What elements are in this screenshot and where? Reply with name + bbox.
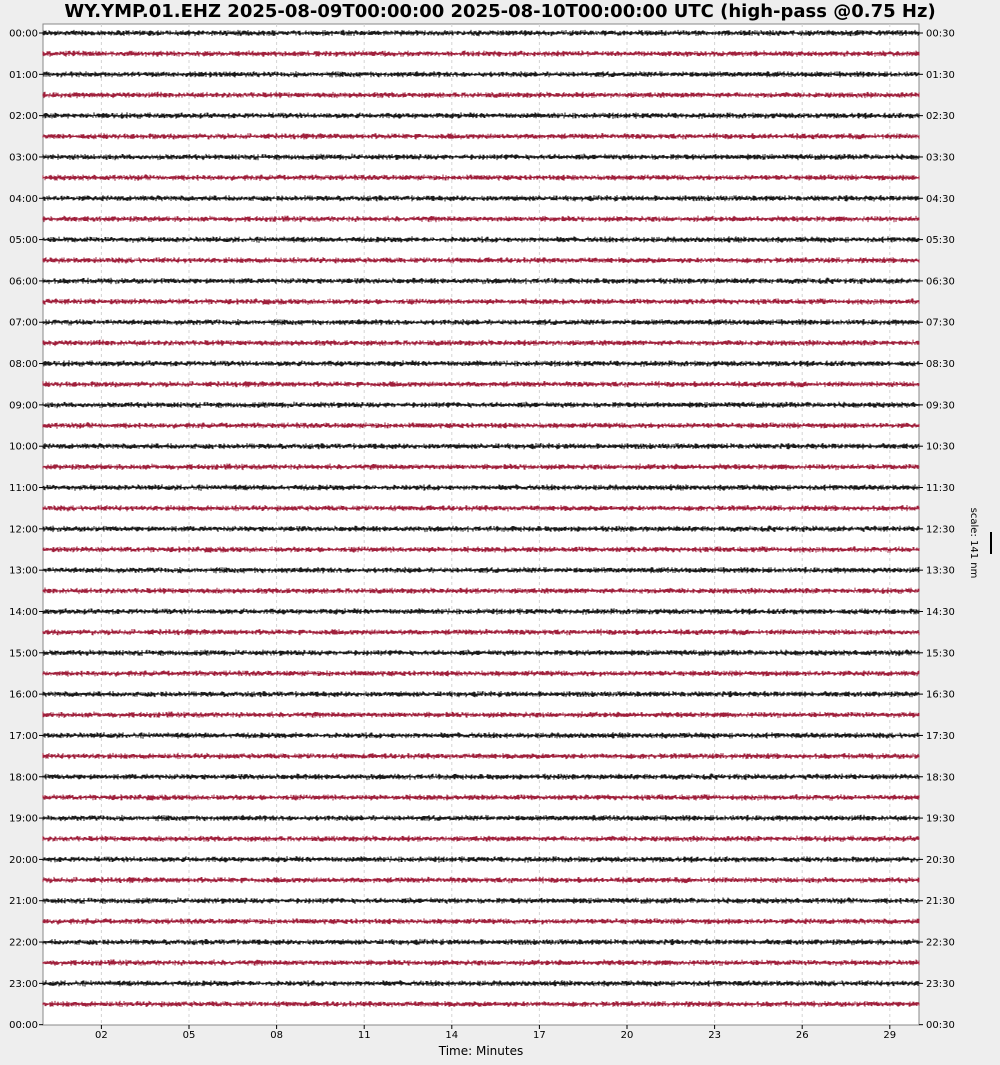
- right-tick-label: 03:30: [926, 152, 955, 164]
- x-tick-label: 17: [533, 1030, 546, 1041]
- left-tick-label: 09:00: [9, 400, 38, 412]
- x-tick-label: 20: [620, 1030, 634, 1041]
- right-tick-label: 10:30: [926, 441, 955, 453]
- right-tick-label: 20:30: [926, 854, 955, 866]
- left-tick-label: 04:00: [9, 193, 38, 205]
- right-tick-label: 04:30: [926, 193, 955, 205]
- right-tick-label: 19:30: [926, 813, 955, 825]
- right-tick-label: 07:30: [926, 317, 955, 329]
- left-tick-label: 19:00: [9, 813, 38, 825]
- right-tick-label: 00:30: [926, 28, 955, 40]
- left-tick-label: 01:00: [9, 69, 38, 81]
- left-tick-label: 22:00: [9, 937, 38, 949]
- right-tick-label: 13:30: [926, 565, 955, 577]
- x-tick-label: 11: [357, 1030, 371, 1041]
- left-tick-label: 11:00: [9, 483, 38, 495]
- right-tick-label: 16:30: [926, 689, 955, 701]
- right-tick-label: 08:30: [926, 359, 955, 371]
- right-tick-label: 06:30: [926, 276, 955, 288]
- left-tick-label: 14:00: [9, 606, 38, 618]
- left-tick-label: 10:00: [9, 441, 38, 453]
- right-tick-label: 14:30: [926, 606, 955, 618]
- scale-indicator: [968, 508, 991, 579]
- left-tick-label: 23:00: [9, 978, 38, 990]
- left-tick-label: 00:00: [9, 1020, 38, 1032]
- right-tick-label: 09:30: [926, 400, 955, 412]
- x-tick-label: 29: [883, 1030, 897, 1041]
- left-tick-label: 08:00: [9, 359, 38, 371]
- left-time-axis: [9, 29, 43, 1032]
- right-tick-label: 21:30: [926, 896, 955, 908]
- x-axis: [95, 1025, 896, 1041]
- left-tick-label: 21:00: [9, 896, 38, 908]
- right-tick-label: 00:30: [926, 1020, 955, 1032]
- left-tick-label: 13:00: [9, 565, 38, 577]
- right-tick-label: 17:30: [926, 730, 955, 742]
- left-tick-label: 18:00: [9, 772, 38, 784]
- right-tick-label: 12:30: [926, 524, 955, 536]
- left-tick-label: 16:00: [9, 689, 38, 701]
- left-tick-label: 06:00: [9, 276, 38, 288]
- right-tick-label: 18:30: [926, 772, 955, 784]
- right-tick-label: 05:30: [926, 235, 955, 247]
- left-tick-label: 02:00: [9, 111, 38, 123]
- plot-area: [43, 24, 919, 1025]
- right-tick-label: 23:30: [926, 978, 955, 990]
- x-tick-label: 14: [445, 1030, 459, 1041]
- right-tick-label: 22:30: [926, 937, 955, 949]
- left-tick-label: 00:00: [9, 28, 38, 40]
- x-tick-label: 02: [95, 1030, 108, 1041]
- x-tick-label: 23: [708, 1030, 721, 1041]
- right-tick-label: 01:30: [926, 69, 955, 81]
- x-axis-label: Time: Minutes: [438, 1044, 524, 1058]
- scale-label: scale: 141 nm: [968, 507, 979, 579]
- x-tick-label: 26: [795, 1030, 809, 1041]
- x-tick-label: 08: [270, 1030, 283, 1041]
- left-tick-label: 17:00: [9, 730, 38, 742]
- x-tick-label: 05: [182, 1030, 196, 1041]
- left-tick-label: 07:00: [9, 317, 38, 329]
- left-tick-label: 12:00: [9, 524, 38, 536]
- left-tick-label: 05:00: [9, 235, 38, 247]
- right-time-axis: [919, 29, 955, 1032]
- right-tick-label: 15:30: [926, 648, 955, 660]
- right-tick-label: 02:30: [926, 111, 955, 123]
- chart-title: WY.YMP.01.EHZ 2025-08-09T00:00:00 2025-08-10T00:00:00 UTC (high-pass @0.75 Hz): [64, 1, 936, 22]
- left-tick-label: 20:00: [9, 854, 38, 866]
- right-tick-label: 11:30: [926, 483, 955, 495]
- left-tick-label: 03:00: [9, 152, 38, 164]
- left-tick-label: 15:00: [9, 648, 38, 660]
